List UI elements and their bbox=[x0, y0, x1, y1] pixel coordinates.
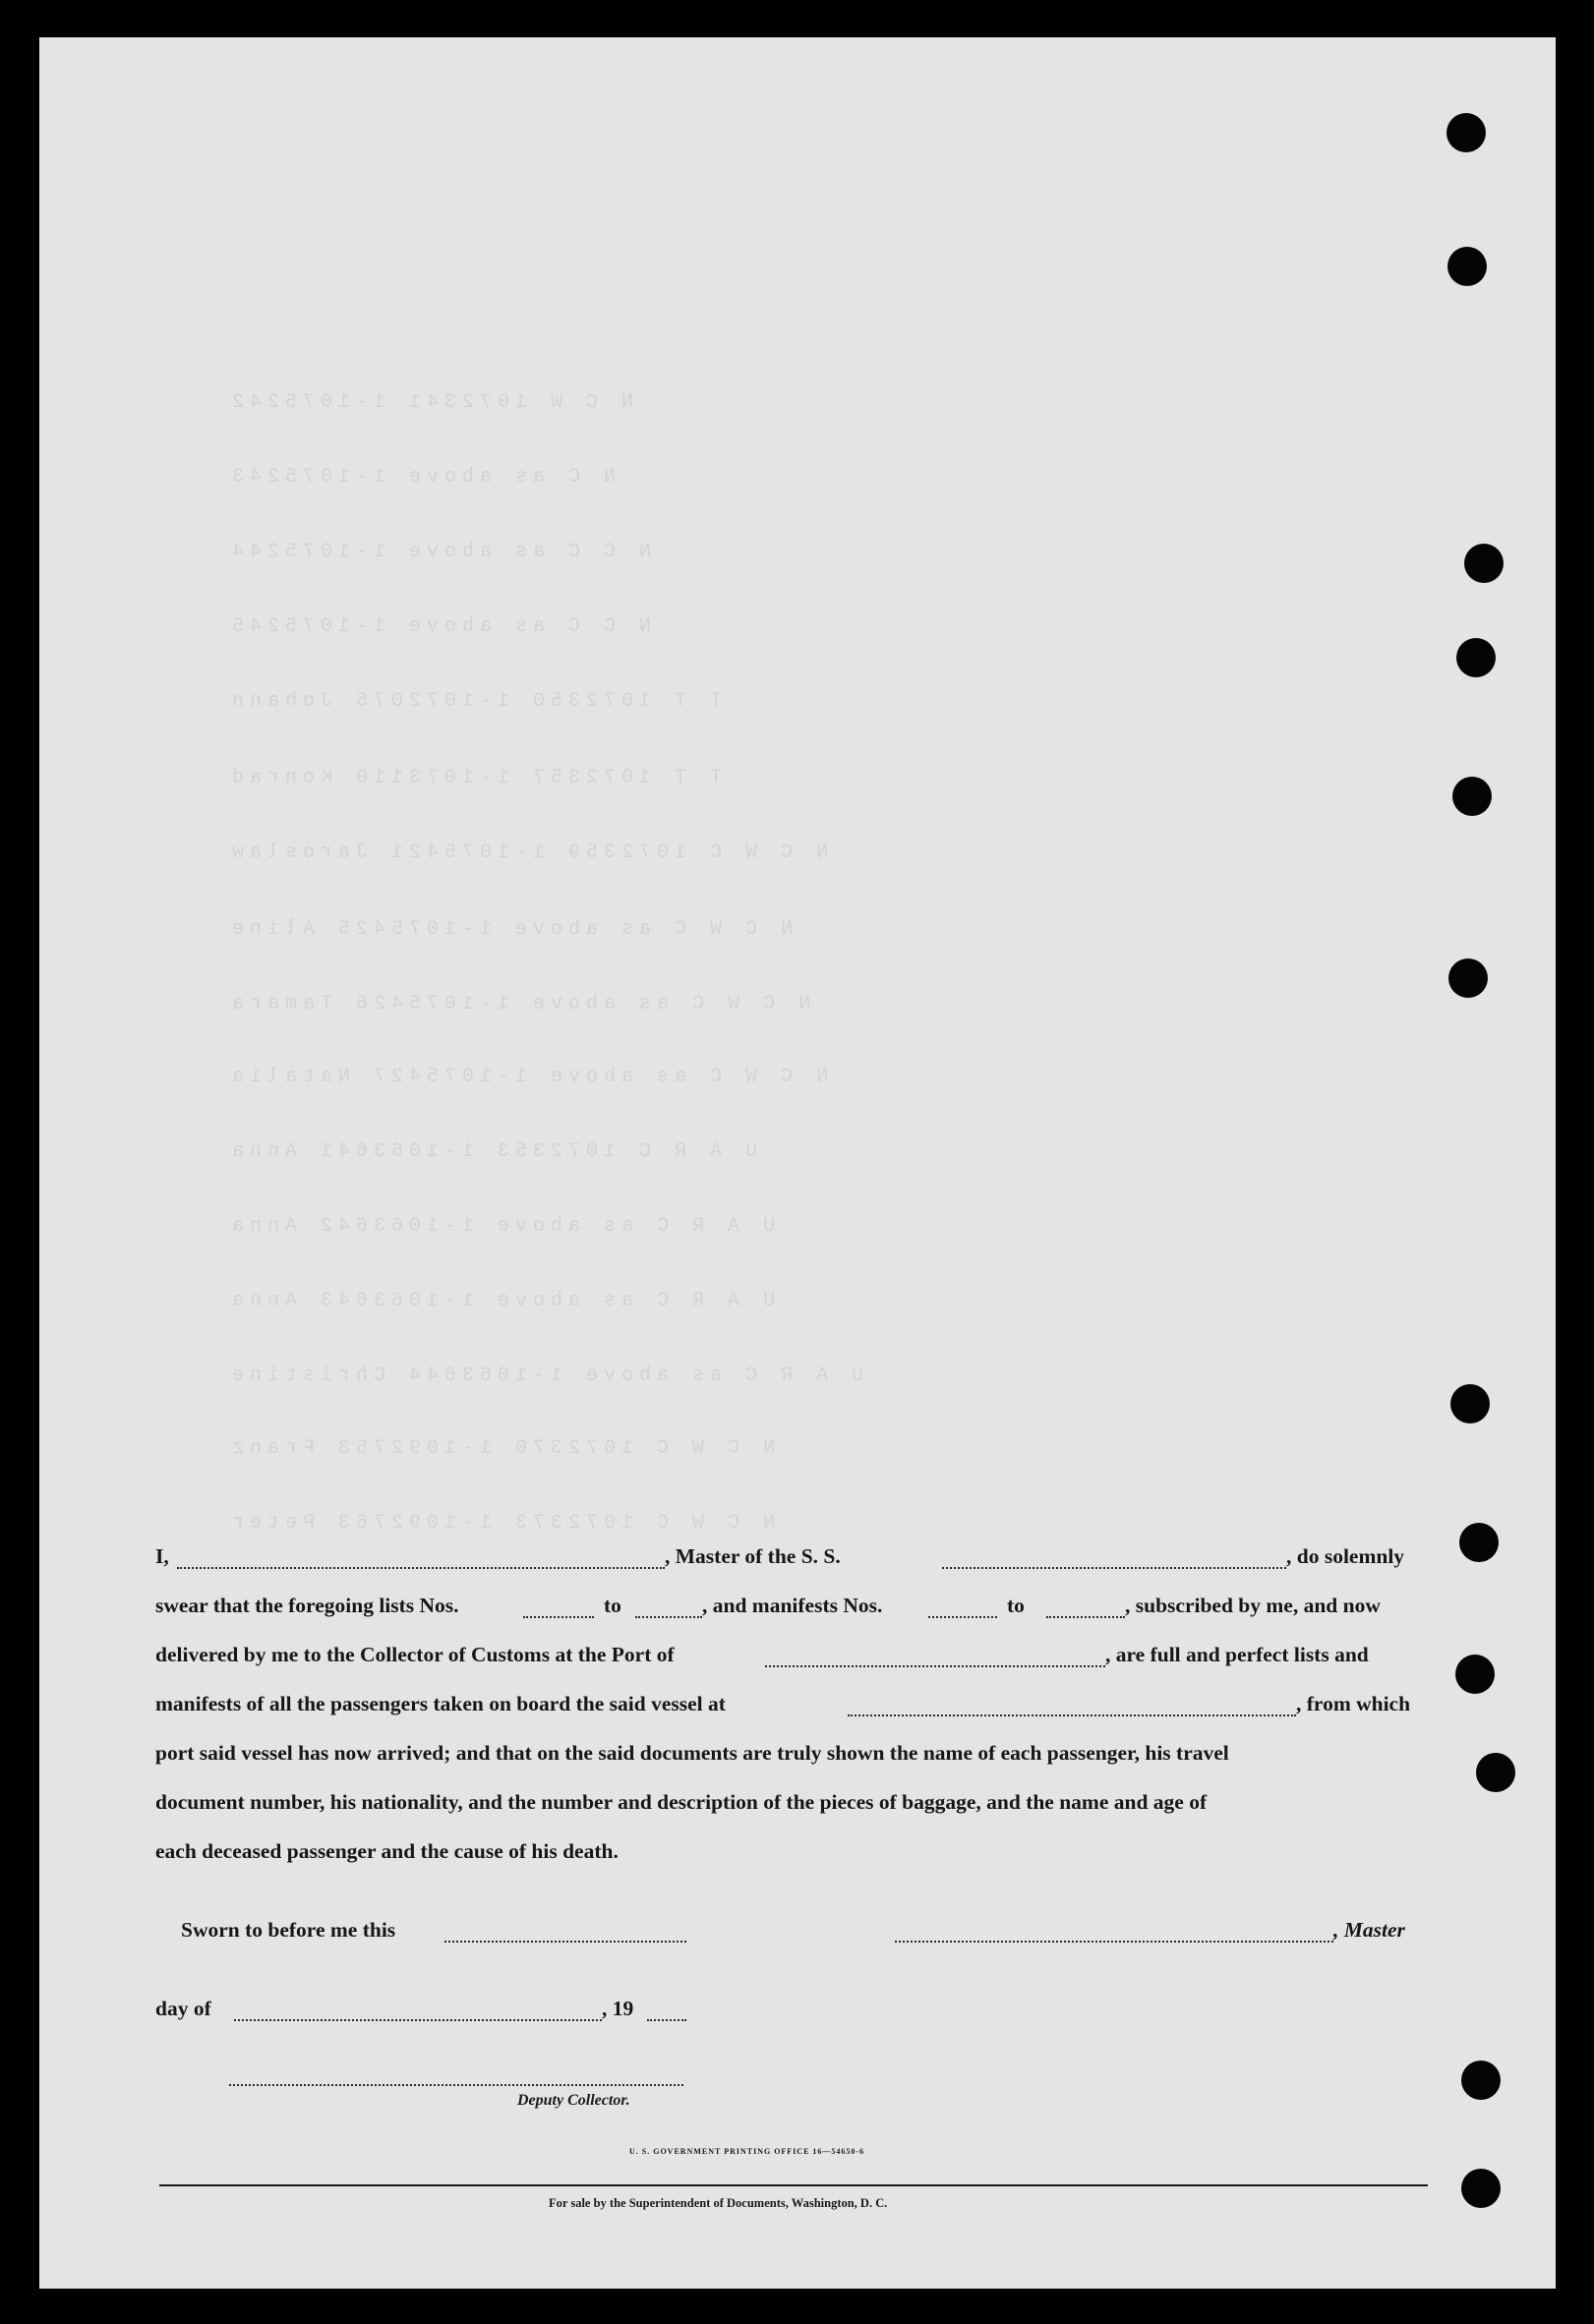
binder-hole bbox=[1461, 2061, 1501, 2100]
bleed-through-row: U A R C as above 1-1063644 Christine bbox=[226, 1365, 864, 1387]
port-blank[interactable] bbox=[765, 1664, 1105, 1667]
binder-hole bbox=[1476, 1753, 1515, 1792]
oath-text: manifests of all the passengers taken on board the said vessel at bbox=[155, 1692, 726, 1715]
list-to-blank[interactable] bbox=[635, 1615, 702, 1618]
bleed-through-row: T T 1072357 1-1073110 Konrad bbox=[226, 767, 723, 789]
bleed-through-row: N C W C 1072373 1-1092763 Peter bbox=[226, 1512, 776, 1535]
oath-text: swear that the foregoing lists Nos. bbox=[155, 1594, 459, 1617]
master-name-blank[interactable] bbox=[177, 1566, 665, 1569]
bleed-through-row: U A R C as above 1-1063642 Anna bbox=[226, 1215, 776, 1238]
bleed-through-row: N C W 1072341 1-1075242 bbox=[226, 391, 634, 414]
oath-text: document number, his nationality, and the number and description of the pieces of baggage, and the name and age of bbox=[155, 1790, 1208, 1814]
departure-port-blank[interactable] bbox=[848, 1714, 1296, 1716]
binder-hole bbox=[1448, 959, 1488, 998]
oath-text: , are full and perfect lists and bbox=[1105, 1643, 1369, 1666]
gpo-imprint: U. S. GOVERNMENT PRINTING OFFICE 16—54650-6 bbox=[629, 2147, 865, 2156]
binder-hole bbox=[1447, 247, 1487, 286]
manifest-from-blank[interactable] bbox=[928, 1615, 997, 1618]
bleed-through-row: N C W C 1072370 1-1092753 Franz bbox=[226, 1437, 776, 1460]
binder-hole bbox=[1461, 2169, 1501, 2208]
binder-hole bbox=[1456, 638, 1496, 677]
oath-text: , and manifests Nos. bbox=[702, 1594, 883, 1617]
day-of-blank[interactable] bbox=[234, 2018, 602, 2021]
bleed-through-row: U A R C as above 1-1063643 Anna bbox=[226, 1290, 776, 1312]
bleed-through-row: N C C as above 1-1075244 bbox=[226, 541, 652, 563]
oath-text: , subscribed by me, and now bbox=[1125, 1594, 1381, 1617]
oath-text: to bbox=[604, 1594, 621, 1617]
sale-notice: For sale by the Superintendent of Documents, Washington, D. C. bbox=[549, 2196, 888, 2210]
binder-hole bbox=[1464, 544, 1504, 583]
footer-rule bbox=[159, 2184, 1428, 2186]
ship-name-blank[interactable] bbox=[942, 1566, 1286, 1569]
day-of-label: day of bbox=[155, 1997, 211, 2020]
bleed-through-row: N C W C 1072359 1-1075421 Jaroslaw bbox=[226, 842, 829, 864]
manifest-to-blank[interactable] bbox=[1046, 1615, 1125, 1618]
oath-text: each deceased passenger and the cause of his death. bbox=[155, 1839, 619, 1863]
bleed-through-row: N C W C as above 1-1075426 Tamara bbox=[226, 993, 811, 1016]
master-signature-blank[interactable] bbox=[895, 1940, 1333, 1943]
binder-hole bbox=[1450, 1384, 1490, 1423]
sworn-date-blank[interactable] bbox=[444, 1940, 686, 1943]
deputy-signature-line[interactable] bbox=[229, 2084, 683, 2086]
oath-text: port said vessel has now arrived; and that on the said documents are truly shown the name of each passenger, his travel bbox=[155, 1741, 1229, 1765]
master-label: , Master bbox=[1333, 1918, 1405, 1942]
year-blank[interactable] bbox=[647, 2018, 686, 2021]
manifest-page bbox=[39, 37, 1556, 2289]
list-from-blank[interactable] bbox=[523, 1615, 594, 1618]
bleed-through-row: N C W C as above 1-1075425 Aline bbox=[226, 918, 794, 941]
deputy-collector-label: Deputy Collector. bbox=[517, 2092, 630, 2109]
binder-hole bbox=[1452, 777, 1492, 816]
year-label: , 19 bbox=[602, 1997, 634, 2020]
bleed-through-row: N C as above 1-1075243 bbox=[226, 466, 617, 489]
binder-hole bbox=[1455, 1655, 1495, 1694]
sworn-label: Sworn to before me this bbox=[181, 1918, 396, 1942]
bleed-through-row: U A R C 1072353 1-1063641 Anna bbox=[226, 1140, 758, 1163]
bleed-through-row: N C W C as above 1-1075427 Natalia bbox=[226, 1066, 829, 1088]
oath-text: delivered by me to the Collector of Customs at the Port of bbox=[155, 1643, 675, 1666]
bleed-through-row: N C C as above 1-1075245 bbox=[226, 615, 652, 638]
binder-hole bbox=[1459, 1523, 1499, 1562]
bleed-through-row: T T 1072350 1-1072075 Johann bbox=[226, 690, 723, 713]
oath-text: I, bbox=[155, 1544, 169, 1568]
oath-text: , do solemnly bbox=[1286, 1544, 1405, 1568]
binder-hole bbox=[1446, 113, 1486, 152]
oath-text: , from which bbox=[1296, 1692, 1411, 1715]
oath-text: , Master of the S. S. bbox=[665, 1544, 841, 1568]
oath-text: to bbox=[1007, 1594, 1025, 1617]
